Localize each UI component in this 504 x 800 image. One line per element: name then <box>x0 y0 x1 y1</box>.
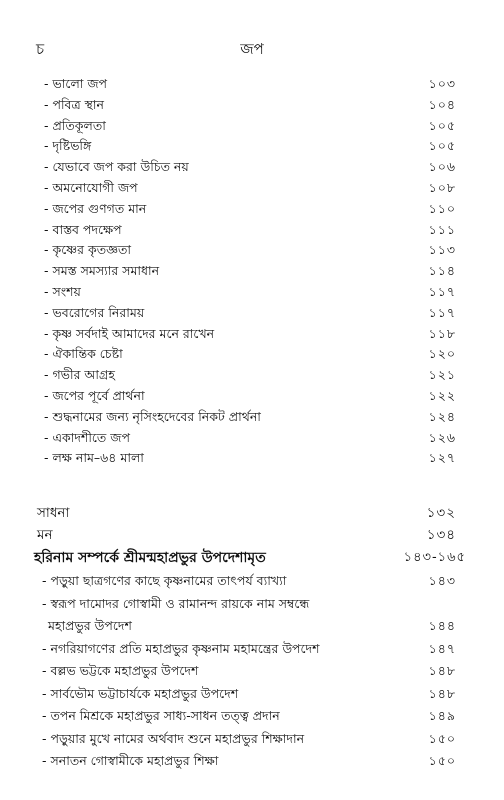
sub-entry-page: ১৫০ <box>428 730 456 746</box>
toc-entry-title: - কৃষ্ণের কৃতজ্ঞতা <box>44 242 132 258</box>
page-number: চ <box>36 40 45 58</box>
toc-entry-title: - দৃষ্টিভঙ্গি <box>44 138 92 154</box>
toc-entry-page: ১০৮ <box>428 179 456 195</box>
toc-entry-title: - ভালো জপ <box>44 76 108 91</box>
toc-entry <box>0 178 504 199</box>
toc-entry <box>0 428 504 449</box>
toc-entry <box>0 199 504 220</box>
toc-entry-page: ১১৪ <box>428 263 456 279</box>
toc-entry-title: - সমস্ত সমস্যার সমাধান <box>44 263 160 279</box>
toc-entry-title: - যেভাবে জপ করা উচিত নয় <box>44 159 189 175</box>
toc-entry <box>0 303 504 324</box>
sub-entry <box>0 750 504 773</box>
sub-entry-page: ১৪৮ <box>428 663 456 678</box>
toc-entry-title: - ঐকান্তিক চেষ্টা <box>44 346 123 362</box>
toc-entry <box>0 261 504 282</box>
sub-entry <box>0 705 504 728</box>
sub-entry-page: ১৪৯ <box>428 708 456 723</box>
sub-entry-title: - পড়ুয়ার মুখে নামের অর্থবাদ শুনে মহাপ্রভুর শিক্ষাদান <box>42 730 305 746</box>
page-header <box>0 38 504 60</box>
toc-entry <box>0 74 504 95</box>
sub-entry <box>0 570 504 593</box>
section-title: মন <box>37 527 53 543</box>
toc-entry-title: - গভীর আগ্রহ <box>44 367 115 383</box>
toc-entry-page: ১০৩ <box>428 76 456 91</box>
toc-entry-page: ১১৭ <box>428 283 456 299</box>
sub-entry <box>0 683 504 706</box>
sub-entry-title: - সনাতন গোস্বামীকে মহাপ্রভুর শিক্ষা <box>42 753 219 768</box>
toc-entry-page: ১২৭ <box>428 450 456 466</box>
toc-entry-page: ১২৬ <box>428 429 456 445</box>
toc-list <box>0 74 504 469</box>
section-entry-sadhana <box>0 502 504 524</box>
sub-entry-title: - তপন মিশ্রকে মহাপ্রভুর সাধ্য-সাধন তত্ত্ব প্রদান <box>42 708 280 723</box>
toc-entry-page: ১১৩ <box>428 242 456 258</box>
toc-entry-title: - অমনোযোগী জপ <box>44 179 138 195</box>
toc-entry-page: ১০৫ <box>428 117 456 133</box>
sub-entry-title: - সার্বভৌম ভট্টাচার্যকে মহাপ্রভুর উপদেশ <box>42 685 239 701</box>
toc-entry <box>0 116 504 137</box>
sub-entry-page: ১৫০ <box>428 753 456 768</box>
toc-entry-title: - বাস্তব পদক্ষেপ <box>44 221 122 237</box>
toc-entry-title: - প্রতিকূলতা <box>44 117 106 133</box>
toc-entry <box>0 448 504 469</box>
toc-entry <box>0 324 504 345</box>
toc-entry-title: - সংশয় <box>44 283 81 299</box>
sub-entry-title: মহাপ্রভুর উপদেশ <box>48 618 132 633</box>
chapter-sub-list <box>0 570 504 773</box>
chapter-page-range: ১৪৩-১৬৫ <box>403 550 466 565</box>
toc-entry <box>0 407 504 428</box>
sub-entry <box>0 638 504 661</box>
chapter-heading <box>0 546 504 570</box>
sub-entry-page: ১৪৭ <box>428 640 456 656</box>
sub-entry <box>0 728 504 751</box>
sub-entry-title: - পড়ুয়া ছাত্রগণের কাছে কৃষ্ণনামের তাৎপর্য ব্যাখ্যা <box>42 573 287 588</box>
toc-entry-page: ১২০ <box>428 346 456 362</box>
toc-entry-title: - ভবরোগের নিরাময় <box>44 304 145 320</box>
sub-entry <box>0 593 504 616</box>
toc-entry <box>0 282 504 303</box>
sub-entry-title: - স্বরূপ দামোদর গোস্বামী ও রামানন্দ রায়কে নাম সম্বন্ধে <box>42 595 310 611</box>
section-page: ১৩৪ <box>426 527 456 543</box>
toc-entry <box>0 344 504 365</box>
toc-entry <box>0 157 504 178</box>
toc-entry-title: - একাদশীতে জপ <box>44 429 130 445</box>
toc-entry-page: ১০৪ <box>428 96 456 112</box>
toc-entry-page: ১১৭ <box>428 304 456 320</box>
section-entry-mon <box>0 524 504 546</box>
running-title: জপ <box>240 40 264 58</box>
chapter-title: হরিনাম সম্পর্কে শ্রীমন্মহাপ্রভুর উপদেশামৃত <box>34 550 266 566</box>
toc-entry <box>0 220 504 241</box>
toc-entry-page: ১২১ <box>428 367 456 383</box>
sub-entry-title: - নগরিয়াগণের প্রতি মহাপ্রভুর কৃষ্ণনাম মহামন্ত্রের উপদেশ <box>42 640 320 656</box>
toc-entry <box>0 136 504 157</box>
toc-entry-page: ১১৮ <box>428 325 456 341</box>
toc-entry-page: ১২২ <box>428 387 456 403</box>
toc-entry-page: ১২৪ <box>428 408 456 424</box>
toc-entry <box>0 240 504 261</box>
toc-entry <box>0 365 504 386</box>
toc-entry-title: - শুদ্ধনামের জন্য নৃসিংহদেবের নিকট প্রার্থনা <box>44 408 261 424</box>
toc-entry <box>0 95 504 116</box>
toc-entry-title: - পবিত্র স্থান <box>44 96 105 112</box>
section-page: ১৩২ <box>426 505 456 521</box>
toc-entry <box>0 386 504 407</box>
sub-entry-continuation <box>0 615 504 638</box>
sub-entry-title: - বল্লভ ভট্টকে মহাপ্রভুর উপদেশ <box>42 663 199 678</box>
toc-entry-title: - জপের গুণগত মান <box>44 200 147 216</box>
sub-entry-page: ১৪৩ <box>428 573 456 588</box>
sub-entry-page: ১৪৪ <box>428 618 456 633</box>
sub-entry-page: ১৪৮ <box>428 685 456 701</box>
toc-entry-title: - লক্ষ নাম–৬৪ মালা <box>44 450 144 466</box>
section-list <box>0 502 504 773</box>
toc-entry-page: ১০৬ <box>428 159 456 175</box>
toc-entry-page: ১০৫ <box>428 138 456 154</box>
toc-entry-title: - জপের পূর্বে প্রার্থনা <box>44 387 145 403</box>
toc-entry-page: ১১১ <box>428 221 456 237</box>
toc-entry-page: ১১০ <box>428 200 456 216</box>
section-title: সাধনা <box>37 505 70 521</box>
sub-entry <box>0 660 504 683</box>
toc-entry-title: - কৃষ্ণ সর্বদাই আমাদের মনে রাখেন <box>44 325 215 341</box>
